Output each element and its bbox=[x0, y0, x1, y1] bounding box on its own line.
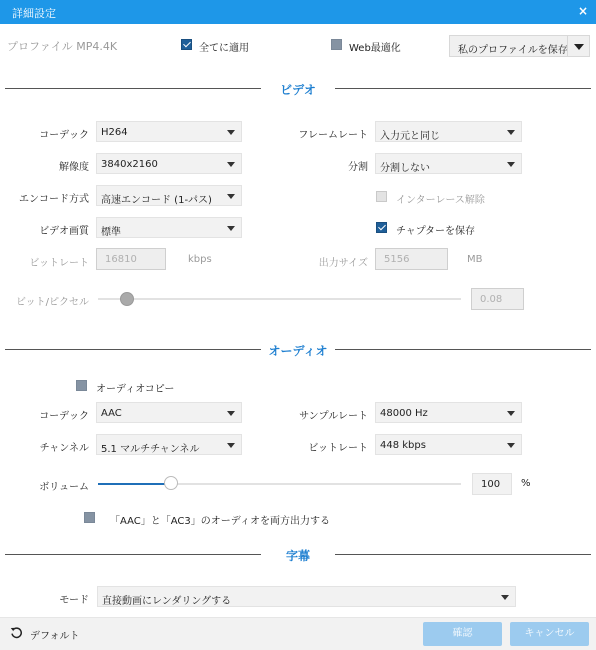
interlace-checkbox bbox=[376, 191, 387, 202]
divider bbox=[335, 349, 591, 350]
title-bar bbox=[0, 0, 596, 24]
audio-copy-checkbox[interactable] bbox=[76, 380, 87, 391]
volume-label: ボリューム bbox=[39, 482, 89, 493]
cancel-button[interactable]: キャンセル bbox=[510, 622, 589, 646]
video-quality-label: ビデオ画質 bbox=[39, 226, 89, 237]
video-section-title: ビデオ bbox=[280, 83, 316, 97]
chevron-down-icon bbox=[507, 162, 515, 167]
chevron-down-icon bbox=[227, 443, 235, 448]
chevron-down-icon bbox=[507, 411, 515, 416]
subtitle-mode-value: 直接動画にレンダリングする bbox=[102, 596, 232, 607]
close-icon[interactable]: × bbox=[577, 4, 588, 18]
split-value: 分割しない bbox=[380, 163, 430, 174]
apply-all-checkbox[interactable] bbox=[181, 39, 192, 50]
volume-value: 100 bbox=[481, 479, 501, 490]
dual-output-checkbox[interactable] bbox=[84, 512, 95, 523]
profile-name: プロファイル MP4.4K bbox=[7, 40, 118, 53]
footer-bar bbox=[0, 617, 596, 650]
bpp-slider-track bbox=[98, 298, 461, 300]
channel-dropdown[interactable] bbox=[96, 434, 242, 455]
video-bitrate-input bbox=[96, 248, 166, 270]
window-title: 詳細設定 bbox=[12, 7, 56, 20]
chevron-down-icon bbox=[227, 162, 235, 167]
interlace-label: インターレース解除 bbox=[396, 195, 485, 206]
output-size-value: 5156 bbox=[384, 254, 410, 265]
chevron-down-icon bbox=[227, 226, 235, 231]
split-label: 分割 bbox=[348, 162, 368, 173]
divider bbox=[335, 554, 591, 555]
save-profile-label: 私のプロファイルを保存 bbox=[458, 45, 568, 56]
subtitle-section-title: 字幕 bbox=[285, 549, 310, 563]
bpp-slider-thumb bbox=[120, 292, 134, 306]
video-quality-value: 標準 bbox=[101, 227, 121, 238]
audio-codec-label: コーデック bbox=[39, 411, 89, 422]
resolution-label: 解像度 bbox=[59, 162, 89, 173]
encode-dropdown[interactable] bbox=[96, 185, 242, 206]
resolution-dropdown[interactable] bbox=[96, 153, 242, 174]
output-size-label: 出力サイズ bbox=[318, 258, 368, 269]
bpp-input bbox=[471, 288, 524, 310]
audio-bitrate-label: ビットレート bbox=[308, 443, 368, 454]
divider bbox=[5, 349, 261, 350]
framerate-label: フレームレート bbox=[298, 130, 368, 141]
chevron-down-icon bbox=[507, 443, 515, 448]
chapter-label: チャプターを保存 bbox=[396, 226, 475, 237]
bpp-label: ビット/ピクセル bbox=[16, 297, 89, 308]
save-profile-dropdown[interactable] bbox=[449, 35, 590, 57]
ok-button[interactable]: 確認 bbox=[423, 622, 502, 646]
video-codec-value: H264 bbox=[101, 127, 128, 138]
audio-codec-dropdown[interactable] bbox=[96, 402, 242, 423]
framerate-dropdown[interactable] bbox=[375, 121, 522, 142]
reset-icon bbox=[10, 626, 23, 639]
channel-label: チャンネル bbox=[39, 443, 89, 454]
mb-unit: MB bbox=[467, 254, 483, 265]
subtitle-mode-dropdown[interactable] bbox=[97, 586, 516, 607]
divider bbox=[5, 554, 261, 555]
subtitle-mode-label: モード bbox=[59, 595, 89, 606]
bpp-value: 0.08 bbox=[480, 294, 503, 305]
chevron-down-icon bbox=[507, 130, 515, 135]
chevron-down-icon bbox=[227, 194, 235, 199]
divider bbox=[335, 88, 591, 89]
chapter-checkbox[interactable] bbox=[376, 222, 387, 233]
audio-bitrate-value: 448 kbps bbox=[380, 440, 426, 451]
video-bitrate-label: ビットレート bbox=[29, 258, 89, 269]
chevron-down-icon bbox=[227, 411, 235, 416]
audio-codec-value: AAC bbox=[101, 408, 122, 419]
volume-slider-thumb[interactable] bbox=[164, 476, 178, 490]
framerate-value: 入力元と同じ bbox=[380, 131, 440, 142]
kbps-unit: kbps bbox=[188, 254, 212, 265]
encode-label: エンコード方式 bbox=[19, 194, 89, 205]
video-codec-dropdown[interactable] bbox=[96, 121, 242, 142]
video-bitrate-value: 16810 bbox=[105, 254, 137, 265]
divider bbox=[5, 88, 261, 89]
split-dropdown[interactable] bbox=[375, 153, 522, 174]
samplerate-value: 48000 Hz bbox=[380, 408, 428, 419]
chevron-down-icon bbox=[227, 130, 235, 135]
video-codec-label: コーデック bbox=[39, 130, 89, 141]
percent-unit: % bbox=[521, 478, 531, 489]
volume-slider-fill bbox=[98, 483, 171, 485]
audio-section-title: オーディオ bbox=[268, 344, 328, 358]
encode-value: 高速エンコード (1-パス) bbox=[101, 195, 212, 206]
output-size-input bbox=[375, 248, 448, 270]
default-label: デフォルト bbox=[30, 631, 80, 642]
chevron-down-icon bbox=[501, 595, 509, 600]
web-optimize-label: Web最適化 bbox=[349, 43, 401, 54]
dropdown-arrow-icon[interactable] bbox=[567, 36, 589, 56]
audio-copy-label: オーディオコピー bbox=[96, 384, 175, 395]
video-quality-dropdown[interactable] bbox=[96, 217, 242, 238]
apply-all-label: 全てに適用 bbox=[199, 43, 249, 54]
dual-output-label: 「AAC」と「AC3」のオーディオを両方出力する bbox=[110, 516, 330, 527]
channel-value: 5.1 マルチチャンネル bbox=[101, 444, 200, 455]
audio-bitrate-dropdown[interactable] bbox=[375, 434, 522, 455]
web-optimize-checkbox[interactable] bbox=[331, 39, 342, 50]
samplerate-label: サンプルレート bbox=[299, 411, 368, 422]
resolution-value: 3840x2160 bbox=[101, 159, 158, 170]
samplerate-dropdown[interactable] bbox=[375, 402, 522, 423]
volume-input[interactable] bbox=[472, 473, 512, 495]
